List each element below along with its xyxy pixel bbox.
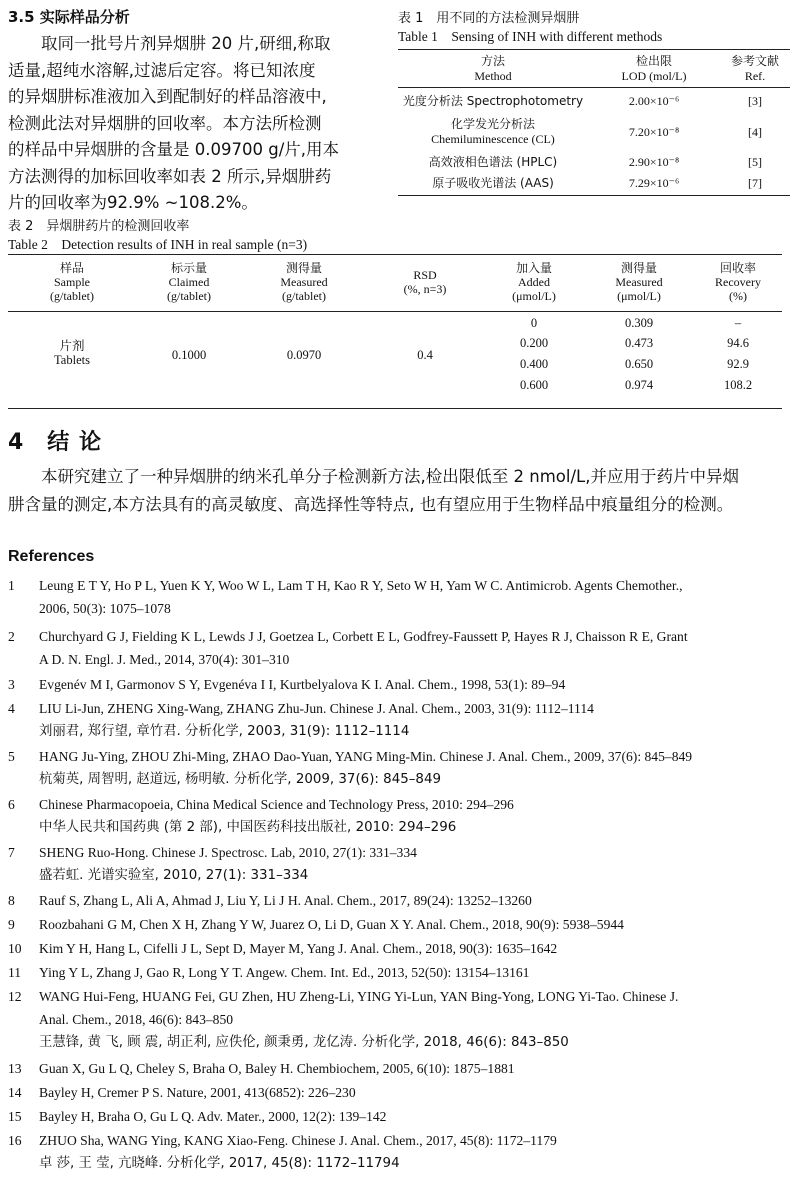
reference-number: 11 (8, 965, 22, 980)
added-cell: 0.400 (519, 357, 549, 371)
reference-line: Guan X, Gu L Q, Cheley S, Braha O, Baley H. Chembiochem, 2005, 6(10): 1875–1881 (39, 1061, 515, 1076)
lod-cell: 7.29×10⁻⁶ (628, 176, 680, 190)
table-1 (398, 10, 790, 196)
reference-number: 12 (8, 989, 22, 1004)
reference-line: LIU Li-Jun, ZHENG Xing-Wang, ZHANG Zhu-Jun. Chinese J. Anal. Chem., 2003, 31(9): 1112–1114 (39, 701, 594, 716)
recovery-cell: 94.6 (727, 336, 749, 350)
header-en: Claimed (168, 275, 210, 289)
header-cn: 测得量 (285, 261, 322, 275)
reference-number: 7 (8, 845, 15, 860)
reference-item (8, 1081, 794, 1104)
header-en: Added (518, 275, 550, 289)
reference-item (8, 985, 794, 1054)
reference-item (8, 793, 794, 839)
reference-line: Chinese Pharmacopoeia, China Medical Science and Technology Press, 2010: 294–296 (39, 797, 514, 812)
sample-en: Tablets (54, 353, 90, 367)
header-en: Sample (54, 275, 90, 289)
reference-item (8, 913, 794, 936)
reference-item (8, 574, 794, 620)
sample-cell (8, 338, 136, 368)
reference-item (8, 1105, 794, 1128)
header-unit: (%) (729, 289, 747, 303)
claimed-cell: 0.1000 (171, 348, 207, 362)
reference-number: 6 (8, 797, 15, 812)
header-cn: 回收率 (719, 261, 756, 275)
header-unit: (g/tablet) (50, 289, 94, 303)
header-cn: 样品 (59, 261, 84, 275)
reference-number: 4 (8, 701, 15, 716)
reference-line-cn: 刘丽君, 郑行望, 章竹君. 分析化学, 2003, 31(9): 1112–1114 (39, 724, 410, 739)
table-2-caption-en: Table 2 Detection results of INH in real sample (n=3) (8, 237, 308, 252)
header-cn: 加入量 (515, 261, 552, 275)
reference-line: Evgenév M I, Garmonov S Y, Evgenéva I I, Kurtbelyalova K I. Anal. Chem., 1998, 53(1): 89–94 (39, 677, 566, 692)
header-cn: 检出限 (635, 54, 672, 68)
reference-item (8, 625, 794, 671)
header-unit: (g/tablet) (167, 289, 211, 303)
reference-item (8, 1129, 794, 1175)
header-en: Measured (280, 275, 328, 289)
reference-line-cn: 盛若虹. 光谱实验室, 2010, 27(1): 331–334 (39, 868, 309, 883)
reference-line: Bayley H, Cremer P S. Nature, 2001, 413(6852): 226–230 (39, 1085, 356, 1100)
sample-cn: 片剂 (59, 338, 85, 353)
body-line: 肼含量的测定,本方法具有的高灵敏度、高选择性等特点, 也有望应用于生物样品中痕量组分的检测。 (8, 495, 734, 514)
section-3-5-body (8, 31, 386, 217)
header-cn: 方法 (480, 54, 505, 68)
body-line: 方法测得的加标回收率如表 2 所示,异烟肼药 (8, 166, 332, 186)
table-row (398, 113, 790, 151)
body-line: 取同一批号片剂异烟肼 20 片,研细,称取 (8, 34, 331, 53)
reference-line-cn: 卓 莎, 王 莹, 亢晓峰. 分析化学, 2017, 45(8): 1172–11794 (39, 1156, 400, 1171)
table-2-body (8, 312, 782, 398)
ref-cell: [3] (748, 94, 762, 108)
reference-line: Rauf S, Zhang L, Ali A, Ahmad J, Liu Y, Li J H. Anal. Chem., 2017, 89(24): 13252–13260 (39, 893, 532, 908)
header-en: Recovery (715, 275, 761, 289)
reference-number: 14 (8, 1085, 22, 1100)
reference-number: 9 (8, 917, 15, 932)
reference-number: 5 (8, 749, 15, 764)
reference-line: Roozbahani G M, Chen X H, Zhang Y W, Juarez O, Li D, Guan X Y. Anal. Chem., 2018, 90(9): 5938–5944 (39, 917, 624, 932)
measured-cell: 0.0970 (286, 348, 322, 362)
method-cell: 光度分析法 Spectrophotometry (402, 94, 584, 108)
table-2-caption (8, 218, 307, 254)
body-line: 适量,超纯水溶解,过滤后定容。将已知浓度 (8, 60, 316, 80)
table-2 (8, 254, 782, 409)
reference-item (8, 937, 794, 960)
reference-number: 13 (8, 1061, 22, 1076)
section-4-heading: 4 结 论 (8, 430, 102, 455)
table-1-caption-en: Table 1 Sensing of INH with different methods (398, 29, 663, 44)
header-en: RSD (413, 268, 437, 282)
references-heading: References (8, 548, 95, 565)
reference-line: Kim Y H, Hang L, Cifelli J L, Sept D, Mayer M, Yang J. Anal. Chem., 2018, 90(3): 1635–1642 (39, 941, 558, 956)
rsd-cell: 0.4 (417, 348, 433, 362)
header-unit: (μmol/L) (617, 289, 661, 303)
added-cell: 0 (530, 316, 538, 330)
measured-umol-cell: 0.974 (624, 378, 654, 392)
method-cell: 高效液相色谱法 (HPLC) (428, 155, 558, 169)
reference-number: 15 (8, 1109, 22, 1124)
table-row (398, 151, 790, 173)
reference-number: 3 (8, 677, 15, 692)
reference-line: 2006, 50(3): 1075–1078 (39, 601, 171, 616)
reference-line: Churchyard G J, Fielding K L, Lewds J J, Goetzea L, Corbett E L, Godfrey-Faussett P, Hayes R J, Chaisson R E, Grant (39, 629, 688, 644)
reference-number: 8 (8, 893, 15, 908)
reference-line: Ying Y L, Zhang J, Gao R, Long Y T. Angew. Chem. Int. Ed., 2013, 52(50): 13154–13161 (39, 965, 530, 980)
body-line: 的样品中异烟肼的含量是 0.09700 g/片,用本 (8, 140, 339, 159)
added-cell: 0.600 (519, 378, 549, 392)
measured-umol-cell: 0.309 (624, 316, 654, 330)
table-2-caption-cn: 表 2 异烟肼药片的检测回收率 (8, 219, 190, 234)
method-cell-en: Chemiluminescence (CL) (431, 132, 555, 146)
recovery-cell: 108.2 (723, 378, 753, 392)
reference-line: A D. N. Engl. J. Med., 2014, 370(4): 301–310 (39, 652, 290, 667)
ref-cell: [5] (748, 155, 762, 169)
reference-line: Leung E T Y, Ho P L, Yuen K Y, Woo W L, Lam T H, Kao R Y, Seto W H, Yam W C. Antimicrob. Agents Chemother., (39, 578, 683, 593)
header-en: Measured (615, 275, 663, 289)
measured-umol-cell: 0.473 (624, 336, 654, 350)
table-row (398, 88, 790, 113)
reference-item (8, 841, 794, 887)
header-en: Ref. (744, 69, 766, 83)
reference-line-cn: 王慧锋, 黄 飞, 顾 震, 胡正利, 应佚伦, 颜秉勇, 龙亿涛. 分析化学, 2018, 46(6): 843–850 (39, 1035, 569, 1050)
reference-line: HANG Ju-Ying, ZHOU Zhi-Ming, ZHAO Dao-Yuan, YANG Ming-Min. Chinese J. Anal. Chem., 2009, 37(6): 845–849 (39, 749, 693, 764)
header-unit: (g/tablet) (282, 289, 326, 303)
reference-number: 16 (8, 1133, 22, 1148)
table-1-caption-cn: 表 1 用不同的方法检测异烟肼 (398, 11, 580, 26)
reference-line: Anal. Chem., 2018, 46(6): 843–850 (39, 1012, 234, 1027)
reference-item (8, 673, 794, 696)
ref-cell: [7] (748, 176, 762, 190)
method-cell: 原子吸收光谱法 (AAS) (432, 176, 554, 190)
reference-item (8, 961, 794, 984)
measured-umol-cell: 0.650 (624, 357, 654, 371)
reference-number: 1 (8, 578, 15, 593)
section-3-5-heading: 3.5 实际样品分析 (8, 8, 130, 26)
section-4-body (8, 463, 792, 519)
reference-number: 10 (8, 941, 22, 956)
table-1-header-row (398, 50, 790, 87)
reference-line: WANG Hui-Feng, HUANG Fei, GU Zhen, HU Zheng-Li, YING Yi-Lun, YAN Bing-Yong, LONG Yi-Tao. Chinese J. (39, 989, 679, 1004)
body-line: 检测此法对异烟肼的回收率。本方法所检测 (8, 113, 322, 133)
reference-item (8, 1057, 794, 1080)
table-2-header-row (8, 255, 782, 311)
reference-number: 2 (8, 629, 15, 644)
reference-line-cn: 杭菊英, 周智明, 赵道远, 杨明敏. 分析化学, 2009, 37(6): 845–849 (39, 772, 441, 787)
added-cell: 0.200 (519, 336, 549, 350)
reference-item (8, 745, 794, 791)
header-en: LOD (mol/L) (621, 69, 687, 83)
header-cn: 标示量 (170, 261, 207, 275)
header-cn: 测得量 (620, 261, 657, 275)
reference-line-cn: 中华人民共和国药典 (第 2 部), 中国医药科技出版社, 2010: 294–296 (39, 820, 457, 835)
header-unit: (μmol/L) (512, 289, 556, 303)
method-cell: 化学发光分析法 (450, 117, 535, 131)
body-line: 本研究建立了一种异烟肼的纳米孔单分子检测新方法,检出限低至 2 nmol/L,并应用于药片中异烟 (8, 467, 739, 486)
table-row (398, 173, 790, 195)
lod-cell: 2.90×10⁻⁸ (628, 155, 680, 169)
lod-cell: 7.20×10⁻⁸ (628, 124, 680, 139)
body-line: 片的回收率为92.9% ~108.2%。 (8, 193, 258, 212)
reference-item (8, 697, 794, 743)
header-unit: (%, n=3) (403, 282, 447, 296)
reference-item (8, 889, 794, 912)
body-line: 的异烟肼标准液加入到配制好的样品溶液中, (8, 87, 327, 106)
reference-line: SHENG Ruo-Hong. Chinese J. Spectrosc. Lab, 2010, 27(1): 331–334 (39, 845, 417, 860)
header-cn: 参考文献 (730, 54, 779, 68)
lod-cell: 2.00×10⁻⁶ (628, 94, 680, 108)
reference-line: Bayley H, Braha O, Gu L Q. Adv. Mater., 2000, 12(2): 139–142 (39, 1109, 387, 1124)
recovery-cell: 92.9 (727, 357, 749, 371)
recovery-cell: – (734, 316, 742, 330)
reference-line: ZHUO Sha, WANG Ying, KANG Xiao-Feng. Chinese J. Anal. Chem., 2017, 45(8): 1172–1179 (39, 1133, 557, 1148)
ref-cell: [4] (748, 124, 762, 139)
header-en: Method (474, 69, 512, 83)
